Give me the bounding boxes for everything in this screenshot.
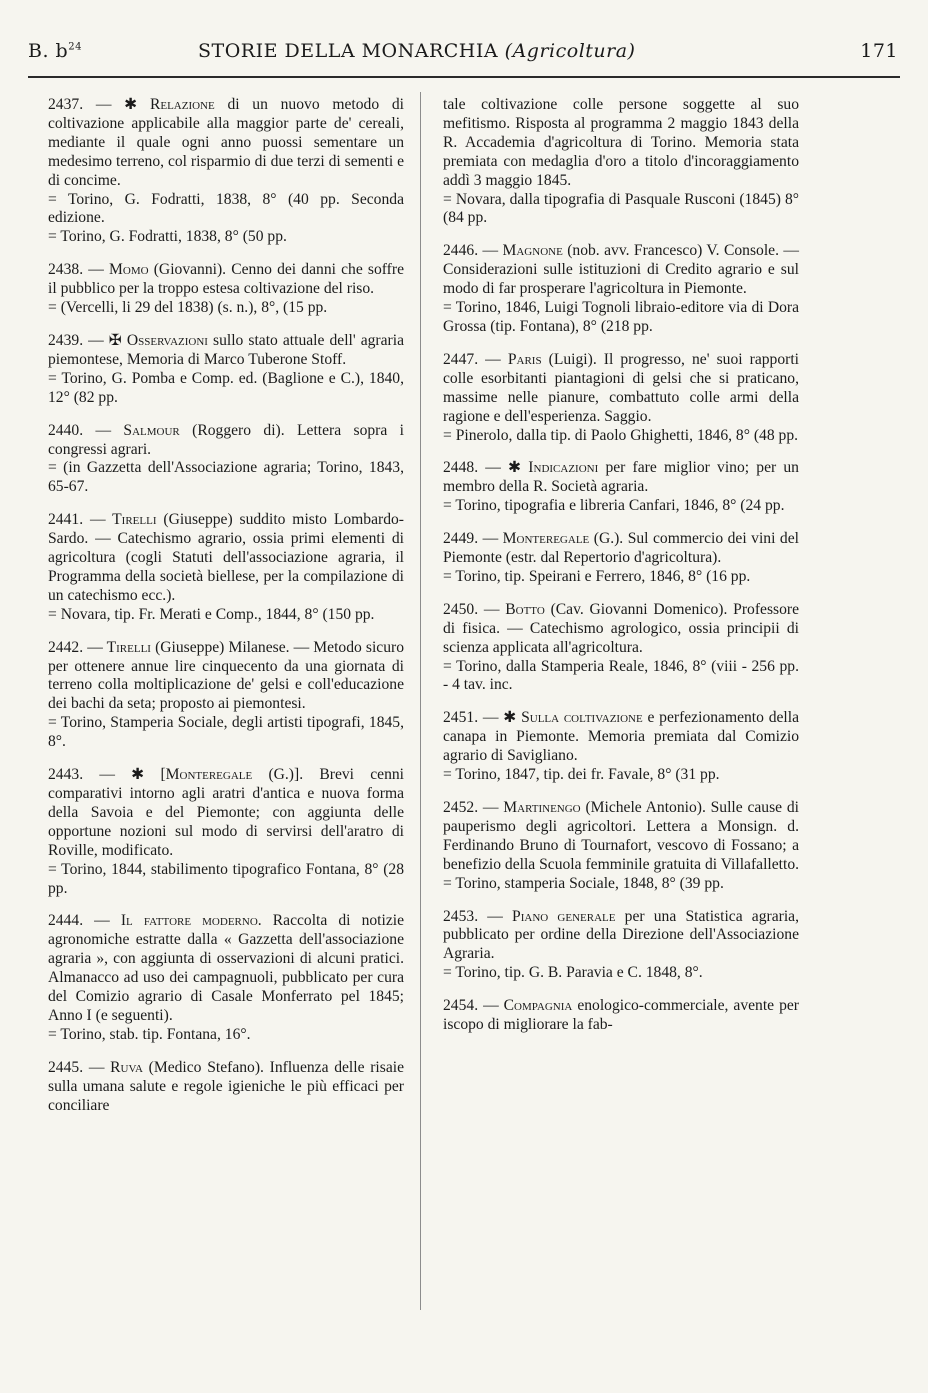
entry-text: enologico-commerciale, avente per iscopo di migliorare la fab- (443, 997, 799, 1034)
entry-heading: — ✱ Relazione (95, 96, 215, 113)
entry-text: (G.). Sul commercio dei vini del Piemonte (estr. dal Repertorio d'agricoltura). (443, 530, 799, 567)
entry-heading: — Magnone (482, 242, 563, 260)
bibliography-entry (48, 1059, 404, 1116)
entry-number: 2443. (48, 766, 84, 784)
entry-imprint: = Torino, 1846, Luigi Tognoli libraio-editore via di Dora Grossa (tip. Fontana), 8° (218 pp. (443, 299, 799, 335)
entry-text: di un nuovo metodo di coltivazione applicabile alla maggior parte de' cereali, mediante il quale ogni anno puossi sementare un medesimo terreno, col risparmio di due terzi di sementi e di concime. (48, 96, 404, 189)
entry-text: (Michele Antonio). Sulle cause di pauperismo degli agricoltori. Lettera a Monsign. d. Ferdinando Bruno di Tournafort, vescovo di Fossano; a benefizio della Scuola femminile gratuita di Villafalletto. (443, 799, 800, 873)
page-number: 171 (860, 40, 898, 62)
entry-text: (Roggero di). Lettera sopra i congressi agrari. (48, 421, 404, 458)
entry-number: 2454. (443, 997, 479, 1015)
bibliography-entry (443, 351, 799, 446)
entry-text: per una Statistica agraria, pubblicato per ordine della Direzione dell'Associazione Agraria. (443, 907, 799, 963)
bibliography-entry (443, 709, 799, 785)
entry-number: 2452. (443, 799, 479, 816)
left-column (48, 96, 404, 1130)
entry-imprint: = (Vercelli, li 29 del 1838) (s. n.), 8°, (15 pp. (48, 299, 328, 317)
entry-imprint: = Torino, dalla Stamperia Reale, 1846, 8° (viii - 256 pp. - 4 tav. inc. (443, 657, 799, 694)
entry-heading: — Tirelli (89, 511, 157, 529)
entry-heading: — Martinengo (482, 799, 581, 816)
bibliography-entry (48, 332, 404, 408)
entry-heading: — Tirelli (87, 638, 151, 656)
entry-number: 2442. (48, 638, 84, 656)
entry-heading: — ✱ [Monteregale (G.)]. (99, 766, 304, 784)
entry-imprint: = Torino, tipografia e libreria Canfari, 1846, 8° (24 pp. (443, 497, 785, 515)
entry-imprint: = Torino, G. Pomba e Comp. ed. (Baglione e C.), 1840, 12° (82 pp. (48, 369, 404, 406)
entry-imprint: = Torino, Stamperia Sociale, degli artisti tipografi, 1845, 8°. (48, 714, 404, 751)
bibliography-entry (443, 601, 799, 696)
header-rule (28, 76, 900, 78)
entry-heading: — Monteregale (482, 530, 590, 548)
entry-text: (nob. avv. Francesco) V. Console. — Considerazioni sulle istituzioni di Credito agrario e sul modo di far prosperare l'agricoltura in Piemonte. (443, 242, 799, 298)
entry-imprint: = Torino, tip. G. B. Paravia e C. 1848, 8°. (443, 964, 703, 982)
page-header (28, 40, 898, 70)
entry-text: Raccolta di notizie agronomiche estratte dalla « Gazzetta dell'associazione agraria », con aggiunta di osservazioni di alcuni pratici. Almanacco ad uso dei campagnuoli, pubblicato per cura del Comizio agrario di Casale Monferrato pel 1845; Anno I (e seguenti). (48, 912, 404, 1024)
bibliography-entry (443, 96, 799, 228)
bibliography-entry (48, 639, 404, 752)
entry-heading: — Il fattore moderno. (94, 912, 262, 930)
entry-heading: — Momo (88, 261, 149, 279)
entry-number: 2447. (443, 350, 479, 368)
entry-imprint: = Torino, 1844, stabilimento tipografico Fontana, 8° (28 pp. (48, 860, 404, 897)
entry-text: (Giuseppe) suddito misto Lombardo-Sardo. — Catechismo agrario, ossia primi elementi di agricoltura (cogli Statuti dell'associazione agraria, il Programma della società biellese, per la compilazione di un catechismo ecc.). (48, 511, 404, 604)
column-divider (420, 92, 421, 1310)
signature-mark: B. $b^{24}$ (28, 40, 82, 62)
entry-number: 2445. (48, 1058, 84, 1076)
entry-imprint: = (in Gazzetta dell'Associazione agraria; Torino, 1843, 65-67. (48, 459, 404, 496)
entry-imprint: = Novara, tip. Fr. Merati e Comp., 1844, 8° (150 pp. (48, 605, 375, 623)
bibliography-entry (443, 459, 799, 516)
entry-number: 2449. (443, 530, 479, 548)
bibliography-entry (443, 242, 799, 337)
entry-text: e perfezionamento della canapa in Piemonte. Memoria premiata dal Comizio agrario di Savigliano. (443, 709, 800, 765)
entry-text: (Luigi). Il progresso, ne' suoi rapporti colle esorbitanti piantagioni di gelsi che si praticano, massime nelle pianure, combattuto colle armi della ragione e dell'esperienza. Saggio. (443, 350, 799, 425)
entry-heading: — ✱ Indicazioni (485, 459, 599, 477)
entry-text: Brevi cenni comparativi intorno agli aratri d'antica e nuova forma della Savoia e del Piemonte; con aggiunta delle opportune nozioni sul modo di servirsi dell'aratro di Roville, modificato. (48, 766, 404, 859)
entry-heading: — ✠ Osservazioni (88, 331, 208, 349)
entry-heading: — Ruva (88, 1058, 143, 1076)
entry-imprint: = Torino, stab. tip. Fontana, 16°. (48, 1025, 251, 1043)
bibliography-entry (443, 908, 799, 984)
bibliography-entry (48, 511, 404, 624)
entry-imprint: = Torino, G. Fodratti, 1838, 8° (40 pp. Seconda edizione. (48, 190, 404, 227)
entry-imprint: = Pinerolo, dalla tip. di Paolo Ghighetti, 1846, 8° (48 pp. (443, 426, 799, 444)
entry-number: 2440. (48, 421, 84, 439)
bibliography-entry (48, 766, 404, 898)
entry-number: 2446. (443, 242, 479, 260)
bibliography-entry (443, 530, 799, 587)
entry-number: 2451. (443, 709, 479, 727)
entry-text: (Medico Stefano). Influenza delle risaie sulla umana salute e regole igieniche le più efficaci per conciliare (48, 1058, 404, 1114)
entry-text: sullo stato attuale dell' agraria piemontese, Memoria di Marco Tuberone Stoff. (48, 331, 404, 368)
entry-heading: — Salmour (95, 421, 180, 439)
entry-heading: — ✱ Sulla coltivazione (482, 709, 643, 727)
entry-text: (Giuseppe) Milanese. — Metodo sicuro per ottenere annue lire cinquecento da una giornata di terreno colla moltiplicazione de' gelsi e coll'educazione dei bachi da seta; proposto ai piemontesi. (48, 638, 405, 713)
entry-heading: — Paris (485, 350, 542, 368)
entry-number: 2439. (48, 331, 84, 349)
entry-text: (Cav. Giovanni Domenico). Professore di fisica. — Catechismo agrologico, ossia principii di scienza applicata all'agricoltura. (443, 600, 799, 656)
bibliography-entry (48, 261, 404, 318)
bibliography-entry (443, 997, 799, 1035)
entry-number: 2437. (48, 96, 84, 113)
entry-number: 2450. (443, 600, 479, 618)
entry-heading: — Botto (483, 600, 545, 618)
entry-number: 2438. (48, 261, 84, 279)
right-column (443, 96, 799, 1049)
running-title: STORIE DELLA MONARCHIA (Agricoltura) (198, 40, 636, 62)
bibliography-entry (48, 912, 404, 1044)
entry-imprint: = Novara, dalla tipografia di Pasquale Rusconi (1845) 8° (84 pp. (443, 190, 799, 227)
entry-imprint: = Torino, stamperia Sociale, 1848, 8° (39 pp. (443, 874, 724, 892)
entry-text: tale coltivazione colle persone soggette al suo mefitismo. Risposta al programma 2 maggio 1843 della R. Accademia d'agricoltura di Torino. Memoria stata premiata con medaglia d'oro a titolo d'incoraggiamento addì 3 maggio 1845. (443, 96, 799, 189)
entry-heading: — Compagnia (483, 997, 573, 1015)
entry-heading: — Piano generale (487, 907, 616, 925)
entry-imprint: = Torino, 1847, tip. dei fr. Favale, 8° (31 pp. (443, 766, 720, 784)
bibliography-entry (443, 799, 799, 894)
entry-number: 2441. (48, 511, 84, 529)
entry-number: 2448. (443, 459, 479, 477)
entry-text: (Giovanni). Cenno dei danni che soffre il pubblico per la troppo estesa coltivazione del riso. (48, 261, 404, 298)
entry-imprint: = Torino, G. Fodratti, 1838, 8° (50 pp. (48, 228, 287, 246)
entry-imprint: = Torino, tip. Speirani e Ferrero, 1846, 8° (16 pp. (443, 567, 751, 585)
entry-text: per fare miglior vino; per un membro della R. Società agraria. (443, 459, 799, 496)
bibliography-entry (48, 96, 404, 247)
entry-number: 2453. (443, 907, 479, 925)
entry-number: 2444. (48, 912, 84, 930)
bibliography-entry (48, 422, 404, 498)
